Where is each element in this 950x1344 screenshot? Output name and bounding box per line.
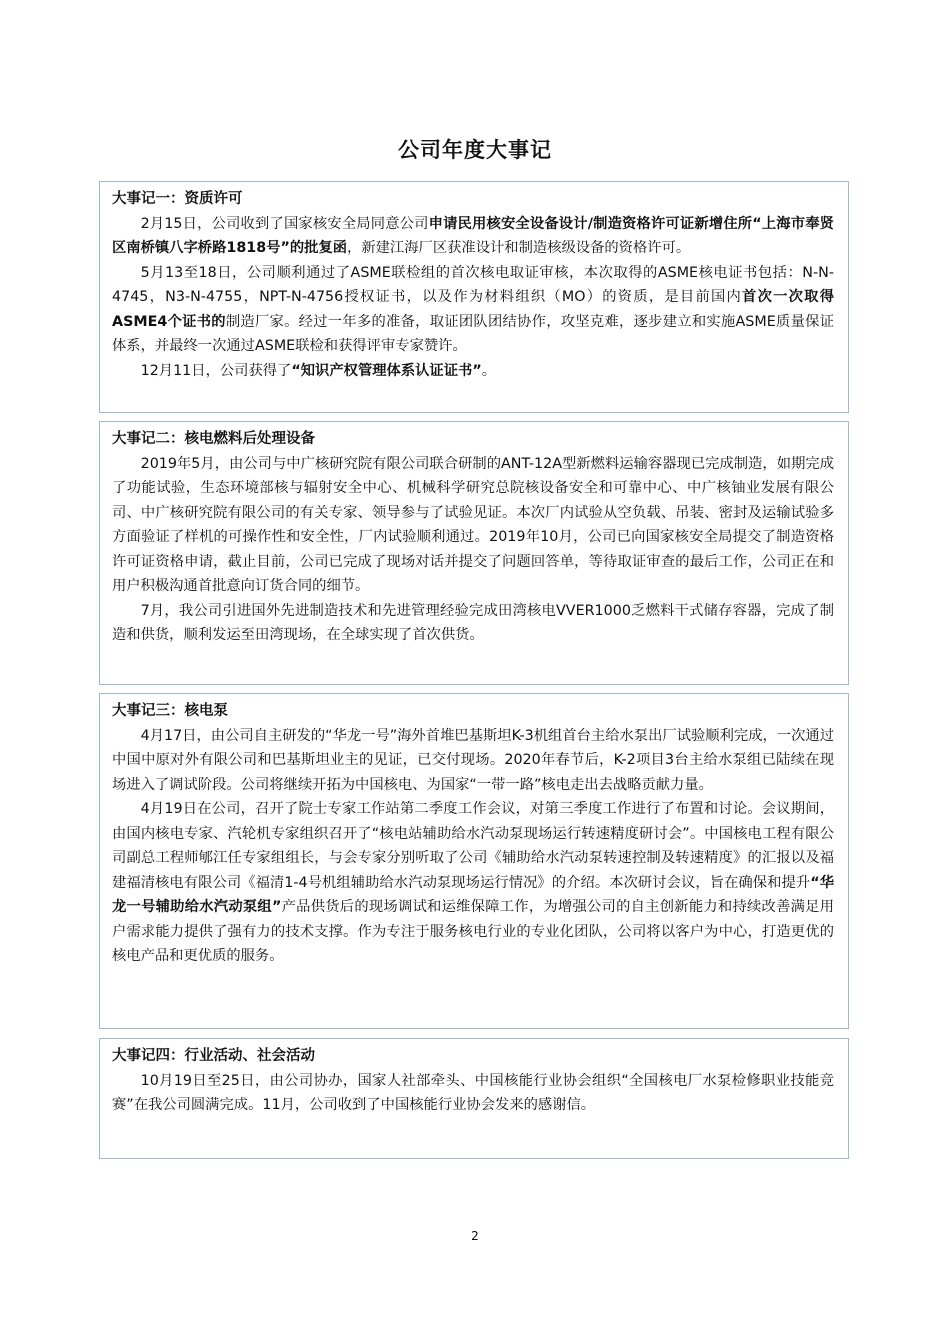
event-body [112, 724, 834, 969]
paragraph-text: 2月15日，公司收到了国家核安全局同意公司 [140, 215, 429, 232]
event-paragraph [112, 724, 834, 798]
event-heading: 大事记一：资质许可 [112, 191, 243, 207]
paragraph-text: 制造厂家。经过一年多的准备，取证团队团结协作，攻坚克难，逐步建立和实施ASME质量保证体系，并最终一次通过ASME联检和获得评审专家赞许。 [112, 313, 834, 354]
event-paragraph [112, 359, 834, 384]
emphasis-text: “知识产权管理体系认证证书” [291, 362, 482, 379]
event-box-3 [99, 693, 849, 1029]
paragraph-text: 4月19日在公司，召开了院士专家工作站第二季度工作会议，对第三季度工作进行了布置和讨论。会议期间，由国内核电专家、汽轮机专家组织召开了“核电站辅助给水汽动泵现场运行转速精度研讨会”。中国核电工程有限公司副总工程师郇江任专家组组长，与会专家分别听取了公司《辅助给水汽动泵转速控制及转速精度》的汇报以及福建福清核电有限公司《福清1-4号机组辅助给水汽动泵现场运行情况》的介绍。本次研讨会议，旨在确保和提升 [112, 801, 834, 891]
paragraph-text: ，新建江海厂区获准设计和制造核级设备的资格许可。 [347, 240, 691, 256]
event-heading: 大事记四：行业活动、社会活动 [112, 1048, 315, 1064]
event-box-2 [99, 421, 849, 685]
event-paragraph [112, 212, 834, 261]
page-title: 公司年度大事记 [398, 138, 552, 162]
event-paragraph [112, 452, 834, 599]
event-heading: 大事记二：核电燃料后处理设备 [112, 431, 315, 447]
event-paragraph [112, 797, 834, 969]
emphasis-text: “华龙一号辅助给水汽动泵组” [112, 874, 834, 915]
event-paragraph [112, 1069, 834, 1118]
emphasis-text: 首次一次取得ASME4个证书的 [112, 289, 834, 330]
paragraph-text: 4月17日，由公司自主研发的“华龙一号”海外首堆巴基斯坦K-3机组首台主给水泵出厂试验顺利完成，一次通过中国中原对外有限公司和巴基斯坦业主的见证，已交付现场。2020年春节后，K-2项目3台主给水泵组已陆续在现场进入了调试阶段。公司将继续开拓为中国核电、为国家“一带一路”核电走出去战略贡献力量。 [112, 727, 834, 793]
event-box-4 [99, 1038, 849, 1159]
event-heading: 大事记三：核电泵 [112, 703, 228, 719]
event-body [112, 212, 834, 384]
event-body [112, 452, 834, 648]
paragraph-text: 2019年5月，由公司与中广核研究院有限公司联合研制的ANT-12A型新燃料运输容器现已完成制造，如期完成了功能试验，生态环境部核与辐射安全中心、机械科学研究总院核设备安全和可靠中心、中广核铀业发展有限公司、中广核研究院有限公司的有关专家、领导参与了试验见证。本次厂内试验从空负载、吊装、密封及运输试验多方面验证了样机的可操作性和安全性，厂内试验顺利通过。2019年10月，公司已向国家核安全局提交了制造资格许可证资格申请，截止目前，公司已完成了现场对话并提交了问题回答单，等待取证审查的最后工作，公司正在和用户积极沟通首批意向订货合同的细节。 [112, 455, 834, 594]
paragraph-text: 产品供货后的现场调试和运维保障工作，为增强公司的自主创新能力和持续改善满足用户需求能力提供了强有力的技术支撑。作为专注于服务核电行业的专业化团队，公司将以客户为中心，打造更优的核电产品和更优质的服务。 [112, 899, 834, 964]
event-paragraph [112, 599, 834, 648]
event-box-1 [99, 181, 849, 413]
paragraph-text: 5月13至18日，公司顺利通过了ASME联检组的首次核电取证审核，本次取得的ASME核电证书包括：N-N-4745，N3-N-4755，NPT-N-4756授权证书，以及作为材料组织（MO）的资质，是目前国内 [112, 264, 834, 305]
emphasis-text: 申请民用核安全设备设计/制造资格许可证新增住所“上海市奉贤区南桥镇八字桥路1818号”的批复函 [112, 215, 834, 256]
event-body [112, 1069, 834, 1118]
paragraph-text: 7月，我公司引进国外先进制造技术和先进管理经验完成田湾核电VVER1000乏燃料干式储存容器，完成了制造和供货，顺利发运至田湾现场，在全球实现了首次供货。 [112, 602, 834, 643]
paragraph-text: 10月19日至25日，由公司协办，国家人社部牵头、中国核能行业协会组织“全国核电厂水泵检修职业技能竞赛”在我公司圆满完成。11月，公司收到了中国核能行业协会发来的感谢信。 [112, 1072, 834, 1113]
paragraph-text: 。 [481, 362, 497, 379]
event-paragraph [112, 261, 834, 359]
paragraph-text: 12月11日，公司获得了 [140, 362, 292, 379]
page-number: 2 [471, 1229, 479, 1243]
